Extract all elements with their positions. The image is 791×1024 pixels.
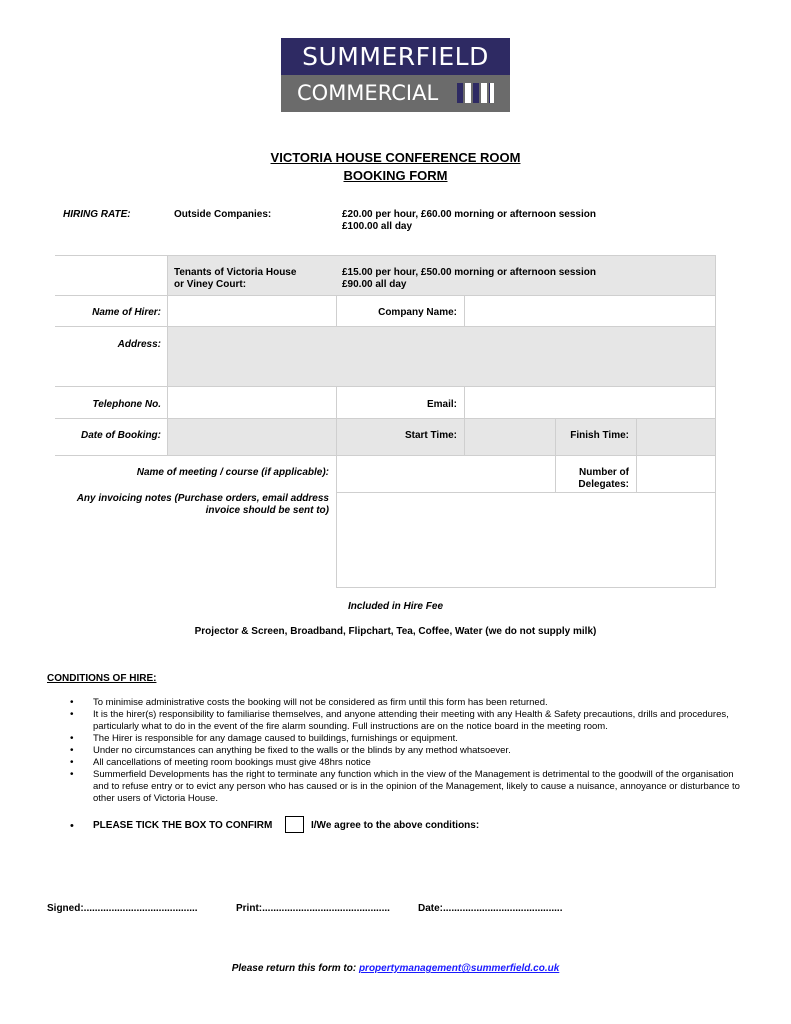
return-text: Please return this form to: xyxy=(231,963,359,974)
start-time-label: Start Time: xyxy=(404,430,457,441)
address-label: Address: xyxy=(117,339,161,350)
name-of-hirer-input[interactable] xyxy=(168,296,335,325)
meeting-name-label: Name of meeting / course (if applicable): xyxy=(136,467,329,478)
name-of-hirer-label: Name of Hirer: xyxy=(92,307,161,318)
company-name-label: Company Name: xyxy=(378,307,457,318)
condition-item: • Under no circumstances can anything be fixed to the walls or the blinds by any method whatsoever. xyxy=(70,745,750,757)
hiring-rate-label: HIRING RATE: xyxy=(63,209,131,220)
confirm-checkbox[interactable] xyxy=(285,816,304,833)
company-name-input[interactable] xyxy=(465,296,715,325)
date-of-booking-label: Date of Booking: xyxy=(81,430,161,441)
tenants-label-line2: or Viney Court: xyxy=(174,279,247,290)
form-subtitle: BOOKING FORM xyxy=(343,168,448,183)
return-instructions xyxy=(0,963,791,975)
condition-item: • All cancellations of meeting room bookings must give 48hrs notice xyxy=(70,757,750,769)
included-heading: Included in Hire Fee xyxy=(347,601,444,612)
telephone-input[interactable] xyxy=(168,387,335,417)
logo-line1: SUMMERFIELD xyxy=(281,38,510,75)
date-of-booking-input[interactable] xyxy=(168,419,335,454)
outside-rate-line2: £100.00 all day xyxy=(342,221,413,232)
condition-item: • To minimise administrative costs the booking will not be considered as firm until this form has been returned. xyxy=(70,697,750,709)
condition-item: • Summerfield Developments has the right to terminate any function which in the view of the Management is detrimental to the goodwill of the organisation and to refuse entry or to evict any person who has caused or is in the opinion of the Management, likely to cause a nuisance, annoyance or disturbance to other users of Victoria House. xyxy=(70,769,750,805)
tenants-rate-line1: £15.00 per hour, £50.00 morning or afternoon session xyxy=(342,267,596,278)
print-field[interactable]: Print:.............................................. xyxy=(236,903,390,914)
invoicing-label-line2: invoice should be sent to) xyxy=(205,505,329,516)
return-email-link[interactable]: propertymanagement@summerfield.co.uk xyxy=(358,963,560,974)
tenants-rate-line2: £90.00 all day xyxy=(342,279,407,290)
company-logo xyxy=(281,38,510,112)
invoicing-label-line1: Any invoicing notes (Purchase orders, email address xyxy=(76,493,329,504)
conditions-title: CONDITIONS OF HIRE: xyxy=(47,673,157,684)
date-field[interactable]: Date:........................................... xyxy=(418,903,563,914)
tick-label: PLEASE TICK THE BOX TO CONFIRM xyxy=(93,820,273,831)
logo-mark-icon xyxy=(457,83,493,103)
finish-time-input[interactable] xyxy=(637,419,715,454)
outside-companies-label: Outside Companies: xyxy=(174,209,272,220)
meeting-name-input[interactable] xyxy=(337,456,554,491)
invoicing-notes-input[interactable] xyxy=(337,493,715,586)
condition-item: • The Hirer is responsible for any damage caused to buildings, furnishings or equipment. xyxy=(70,733,750,745)
address-field[interactable] xyxy=(167,326,716,386)
email-label: Email: xyxy=(426,399,457,410)
start-time-input[interactable] xyxy=(465,419,554,454)
delegates-label-line2: Delegates: xyxy=(578,479,629,490)
email-input[interactable] xyxy=(465,387,715,417)
included-items: Projector & Screen, Broadband, Flipchart, Tea, Coffee, Water (we do not supply milk) xyxy=(194,626,597,637)
form-title: VICTORIA HOUSE CONFERENCE ROOM xyxy=(270,150,521,165)
delegates-input[interactable] xyxy=(637,456,715,491)
finish-time-label: Finish Time: xyxy=(570,430,629,441)
telephone-label: Telephone No. xyxy=(92,399,161,410)
signed-field[interactable]: Signed:......................................... xyxy=(47,903,198,914)
condition-item: • It is the hirer(s) responsibility to familiarise themselves, and anyone attending their meeting with any Health & Safety precautions, drills and procedures, particularly what to do in the event of the fire alarm sounding. Full instructions are on the notice board in the meeting room. xyxy=(70,709,750,733)
agree-label: I/We agree to the above conditions: xyxy=(311,820,480,831)
tick-bullet: • xyxy=(70,820,74,832)
outside-rate-line1: £20.00 per hour, £60.00 morning or afternoon session xyxy=(342,209,596,220)
logo-line2: COMMERCIAL xyxy=(297,81,439,105)
tenants-label-line1: Tenants of Victoria House xyxy=(174,267,297,278)
conditions-list xyxy=(70,697,750,805)
delegates-label-line1: Number of xyxy=(579,467,629,478)
